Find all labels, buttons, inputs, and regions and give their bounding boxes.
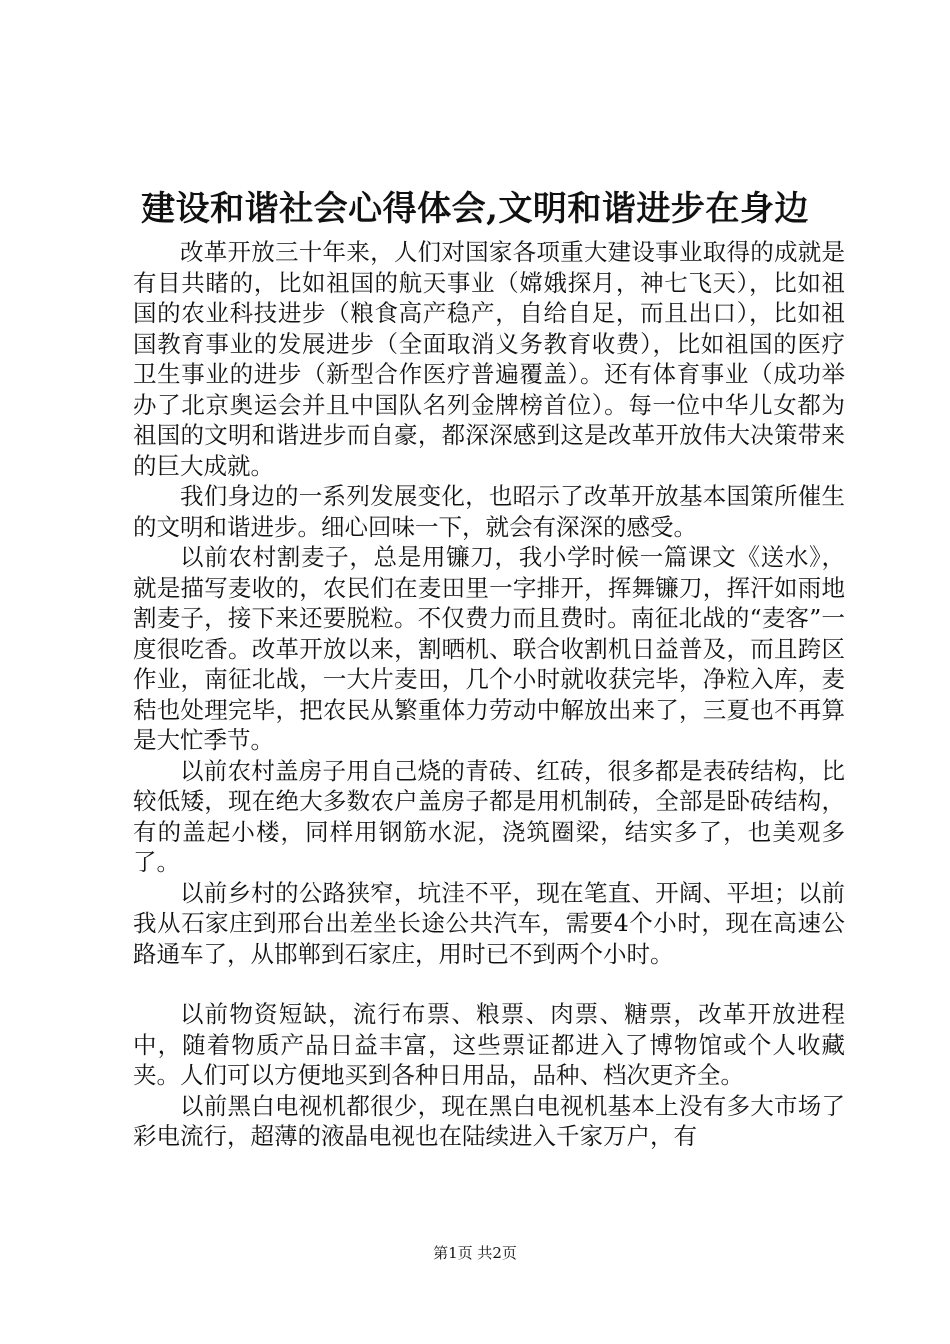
document-body	[133, 237, 845, 1152]
paragraph-ration-coupons: 以前物资短缺，流行布票、粮票、肉票、糖票，改革开放进程中，随着物质产品日益丰富，这些票证都进入了博物馆或个人收藏夹。人们可以方便地买到各种日用品，品种、档次更齐全。	[133, 1000, 845, 1089]
paragraph-changes-around-us: 我们身边的一系列发展变化，也昭示了改革开放基本国策所催生的文明和谐进步。细心回味一下，就会有深深的感受。	[133, 482, 845, 541]
paragraph-reform-achievements: 改革开放三十年来，人们对国家各项重大建设事业取得的成就是有目共睹的，比如祖国的航天事业（嫦娥探月，神七飞天），比如祖国的农业科技进步（粮食高产稳产，自给自足，而且出口），比如祖国教育事业的发展进步（全面取消义务教育收费），比如祖国的医疗卫生事业的进步（新型合作医疗普遍覆盖）。还有体育事业（成功举办了北京奥运会并且中国队名列金牌榜首位）。每一位中华儿女都为祖国的文明和谐进步而自豪，都深深感到这是改革开放伟大决策带来的巨大成就。	[133, 238, 845, 480]
paragraph-roads: 以前乡村的公路狭窄，坑洼不平，现在笔直、开阔、平坦；以前我从石家庄到邢台出差坐长途公共汽车，需要4个小时，现在高速公路通车了，从邯郸到石家庄，用时已不到两个小时。	[133, 878, 845, 968]
page-footer: 第1页 共2页	[433, 1244, 517, 1262]
document-title: 建设和谐社会心得体会,文明和谐进步在身边	[141, 189, 809, 229]
paragraph-rural-housing: 以前农村盖房子用自己烧的青砖、红砖，很多都是表砖结构，比较低矮，现在绝大多数农户盖房子都是用机制砖，全部是卧砖结构，有的盖起小楼，同样用钢筋水泥，浇筑圈梁，结实多了，也美观多了。	[133, 756, 845, 876]
paragraph-television: 以前黑白电视机都很少，现在黑白电视机基本上没有多大市场了彩电流行，超薄的液晶电视也在陆续进入千家万户，有	[133, 1091, 845, 1150]
paragraph-wheat-harvest: 以前农村割麦子，总是用镰刀，我小学时候一篇课文《送水》，就是描写麦收的，农民们在麦田里一字排开，挥舞镰刀，挥汗如雨地割麦子，接下来还要脱粒。不仅费力而且费时。南征北战的“麦客”一度很吃香。改革开放以来，割晒机、联合收割机日益普及，而且跨区作业，南征北战，一大片麦田，几个小时就收获完毕，净粒入库，麦秸也处理完毕，把农民从繁重体力劳动中解放出来了，三夏也不再算是大忙季节。	[133, 543, 845, 754]
